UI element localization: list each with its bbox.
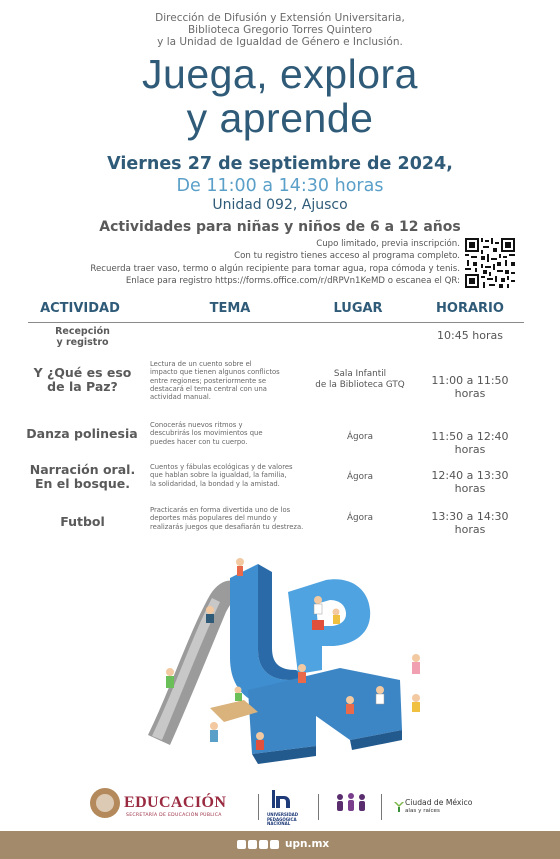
sponsor-logos	[0, 782, 560, 830]
activity-line: Futbol	[60, 514, 105, 529]
activity-name	[22, 427, 142, 441]
twitter-icon[interactable]	[248, 840, 257, 849]
header-divider	[28, 322, 524, 323]
description-line: puedes hacer con tu cuerpo.	[150, 437, 248, 446]
activity-name	[25, 463, 140, 491]
description-line: Practicarás en forma divertida uno de los	[150, 506, 291, 514]
description-line: impacto que tienen algunos conflictos	[150, 368, 280, 377]
description-line: Conocerás nuevos ritmos y	[150, 421, 243, 429]
children-playground-illustration	[140, 540, 440, 770]
description-line: la solidaridad, la bondad y la amistad.	[150, 479, 280, 488]
activity-description	[150, 463, 315, 488]
description-line: que hablan sobre la igualdad, la familia,	[150, 471, 287, 480]
mexico-seal-icon	[90, 788, 120, 818]
note-line: Recuerda traer vaso, termo o algún recipiente para tomar agua, ropa cómoda y tenis.	[90, 263, 460, 274]
place-line: Ágora	[347, 432, 373, 442]
youtube-icon[interactable]	[270, 840, 279, 849]
registration-notes	[0, 238, 460, 287]
note-line: Con tu registro tienes acceso al programa completo.	[234, 251, 460, 262]
event-audience: Actividades para niñas y niños de 6 a 12 años	[99, 219, 461, 235]
description-line: destacará el tema central con una	[150, 384, 267, 393]
activity-line: Recepción	[55, 326, 110, 337]
description-line: Lectura de un cuento sobre el	[150, 360, 252, 368]
event-place: Unidad 092, Ajusco	[212, 197, 348, 213]
activity-line: Y ¿Qué es eso	[33, 365, 132, 380]
cdmx-logo-subtitle: alas y raíces	[405, 808, 440, 814]
igualdad-logo-icon	[332, 792, 370, 812]
place-line: de la Biblioteca GTQ	[315, 379, 405, 390]
activity-time: 12:40 a 13:30 horas	[431, 469, 509, 495]
educacion-logo-text: EDUCACIÓN	[124, 794, 227, 811]
activity-place	[305, 432, 415, 443]
place-line: Ágora	[347, 472, 373, 482]
facebook-icon[interactable]	[237, 840, 246, 849]
activity-line: y registro	[56, 337, 109, 348]
poster-title	[0, 52, 560, 140]
event-date: Viernes 27 de septiembre de 2024,	[107, 154, 453, 174]
website-link[interactable]: upn.mx	[285, 838, 330, 850]
upn-line: PEDAGÓGICA	[267, 816, 297, 822]
activity-description	[150, 360, 310, 401]
description-line: entre regiones; posteriormente se	[150, 376, 267, 385]
footer-bar	[0, 831, 560, 859]
upn-line: NACIONAL	[267, 821, 291, 826]
organizer-line: Biblioteca Gregorio Torres Quintero	[187, 24, 373, 36]
description-line: Cuentos y fábulas ecológicas y de valores	[150, 463, 293, 471]
column-header-tema: TEMA	[209, 301, 251, 316]
activity-time: 11:50 a 12:40 horas	[431, 430, 509, 456]
social-icons	[237, 840, 279, 850]
logo-divider	[318, 794, 319, 820]
activity-description	[150, 421, 310, 446]
organizers	[0, 12, 560, 48]
logo-divider	[381, 794, 382, 820]
organizer-line: y la Unidad de Igualdad de Género e Inclusión.	[157, 36, 403, 48]
description-line: descubrirás los movimientos que	[150, 429, 263, 438]
activity-place	[305, 369, 415, 390]
title-line: Juega, explora	[142, 51, 418, 97]
note-line: Cupo limitado, previa inscripción.	[316, 239, 460, 249]
upn-logo-text	[267, 813, 298, 827]
activity-time: 11:00 a 11:50 horas	[431, 374, 509, 400]
activity-time: 13:30 a 14:30 horas	[431, 510, 509, 536]
activity-name	[25, 366, 140, 394]
column-header-lugar: LUGAR	[333, 301, 383, 316]
registration-link[interactable]: Enlace para registro https://forms.office.com/r/dRPVn1KeMD o escanea el QR:	[125, 275, 460, 286]
title-line: y aprende	[186, 95, 374, 141]
upn-line: UNIVERSIDAD	[267, 812, 299, 817]
organizer-line: Dirección de Difusión y Extensión Universitaria,	[155, 12, 405, 24]
column-header-horario: HORARIO	[436, 301, 504, 316]
cdmx-logo-text: Ciudad de México	[405, 798, 473, 807]
activity-time: 10:45 horas	[437, 329, 503, 342]
educacion-logo-subtitle: SECRETARÍA DE EDUCACIÓN PÚBLICA	[126, 813, 222, 818]
description-line: deportes más populares del mundo y	[150, 514, 277, 523]
column-header-actividad: ACTIVIDAD	[40, 301, 120, 316]
logo-divider	[258, 794, 259, 820]
place-line: Sala Infantil	[333, 369, 387, 379]
description-line: actividad manual.	[150, 393, 211, 402]
activity-line: En el bosque.	[35, 476, 130, 491]
cdmx-logo-icon	[393, 800, 405, 812]
activity-line: Narración oral.	[29, 462, 136, 477]
description-line: realizarás juegos que desafiarán tu destreza.	[150, 522, 304, 531]
upn-logo-icon	[268, 788, 294, 814]
activity-line: de la Paz?	[47, 379, 118, 394]
activity-description	[150, 506, 320, 531]
place-line: Ágora	[347, 513, 373, 523]
activity-place	[305, 513, 415, 524]
qr-code[interactable]	[465, 238, 515, 288]
activity-name	[25, 326, 140, 348]
event-time: De 11:00 a 14:30 horas	[176, 176, 384, 196]
instagram-icon[interactable]	[259, 840, 268, 849]
activity-line: Danza polinesia	[26, 426, 138, 441]
activity-name	[25, 515, 140, 529]
activity-place	[305, 472, 415, 483]
